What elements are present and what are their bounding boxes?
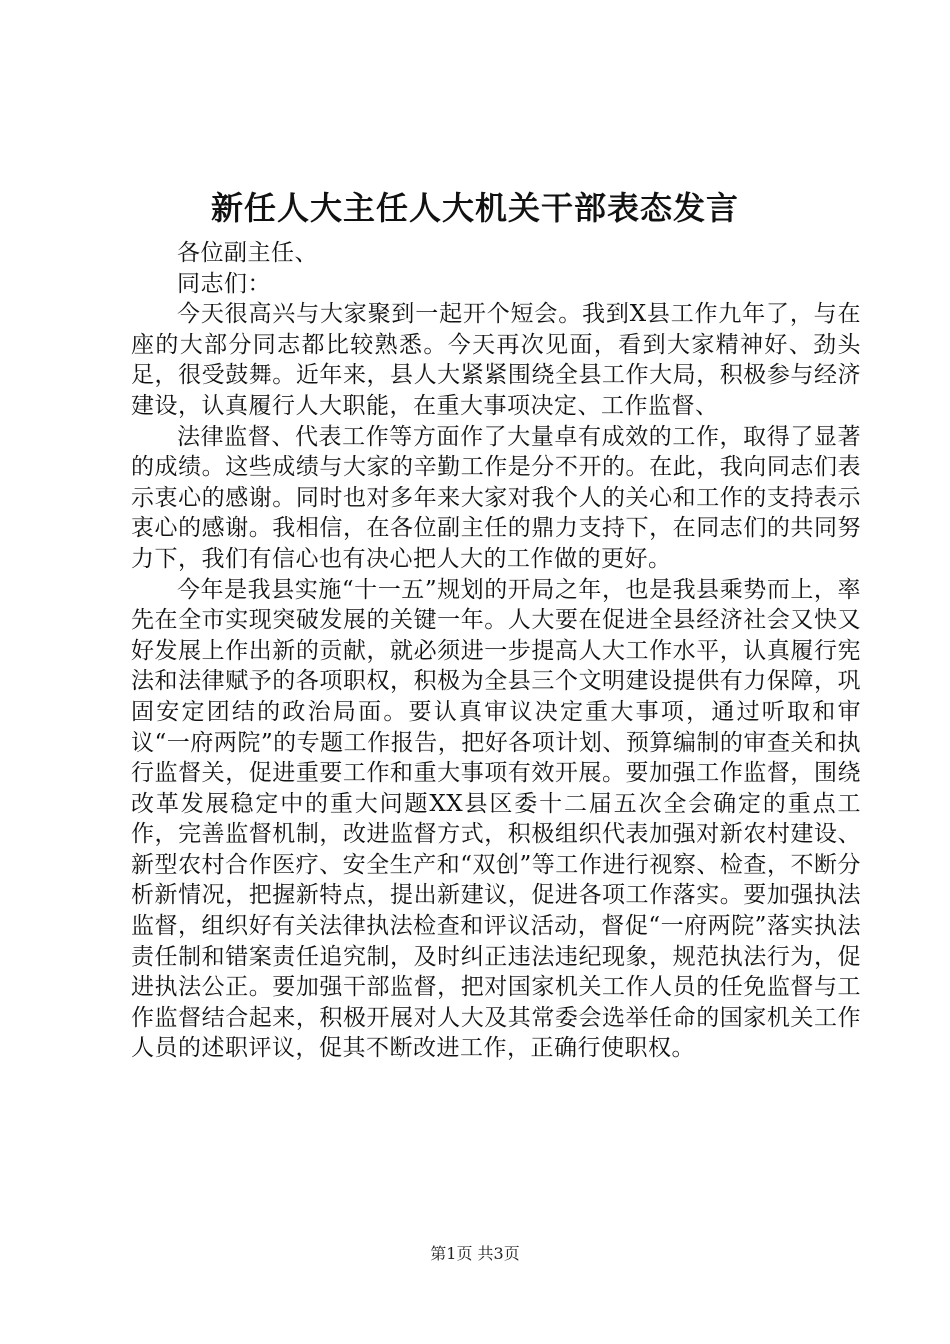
document-body [131,238,861,1064]
salutation-line: 各位副主任、 [177,240,318,266]
document-title: 新任人大主任人大机关干部表态发言 [210,189,739,227]
page-number-footer: 第1页 共3页 [430,1244,520,1263]
body-paragraph: 今天很高兴与大家聚到一起开个短会。我到X县工作九年了，与在座的大部分同志都比较熟悉。今天再次见面，看到大家精神好、劲头足，很受鼓舞。近年来，县人大紧紧围绕全县工作大局，积极参与经济建设，认真履行人大职能，在重大事项决定、工作监督、 [131,301,861,419]
salutation-line: 同志们： [177,270,271,297]
body-paragraph: 今年是我县实施“十一五”规划的开局之年，也是我县乘势而上，率先在全市实现突破发展的关键一年。人大要在促进全县经济社会又快又好发展上作出新的贡献，就必须进一步提高人大工作水平，认真履行宪法和法律赋予的各项职权，积极为全县三个文明建设提供有力保障，巩固安定团结的政治局面。要认真审议决定重大事项，通过听取和审议“一府两院”的专题工作报告，把好各项计划、预算编制的审查关和执行监督关，促进重要工作和重大事项有效开展。要加强工作监督，围绕改革发展稳定中的重大问题XX县区委十二届五次全会确定的重点工作，完善监督机制，改进监督方式，积极组织代表加强对新农村建设、新型农村合作医疗、安全生产和“双创”等工作进行视察、检查，不断分析新情况，把握新特点，提出新建议，促进各项工作落实。要加强执法监督，组织好有关法律执法检查和评议活动，督促“一府两院”落实执法责任制和错案责任追究制，及时纠正违法违纪现象，规范执法行为，促进执法公正。要加强干部监督，把对国家机关工作人员的任免监督与工作监督结合起来，积极开展对人大及其常委会选举任命的国家机关工作人员的述职评议，促其不断改进工作，正确行使职权。 [131,576,861,1062]
body-paragraph: 法律监督、代表工作等方面作了大量卓有成效的工作，取得了显著的成绩。这些成绩与大家的辛勤工作是分不开的。在此，我向同志们表示衷心的感谢。同时也对多年来大家对我个人的关心和工作的支持表示衷心的感谢。我相信，在各位副主任的鼎力支持下，在同志们的共同努力下，我们有信心也有决心把人大的工作做的更好。 [131,423,861,572]
